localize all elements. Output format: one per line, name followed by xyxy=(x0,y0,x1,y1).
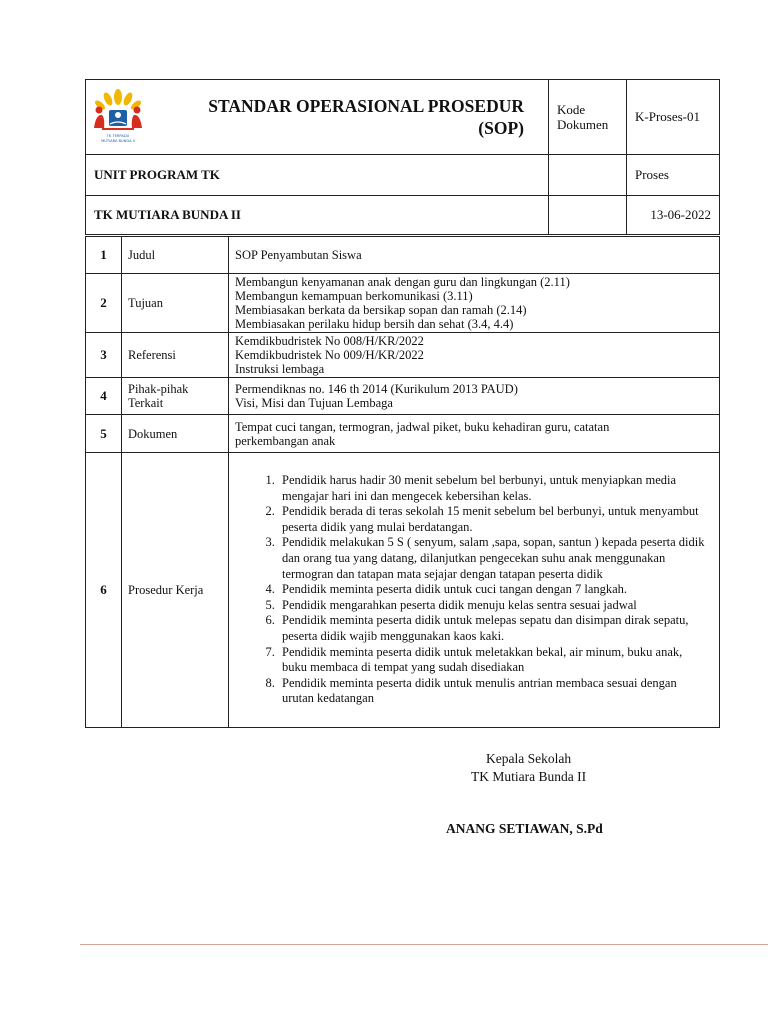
row-value xyxy=(229,333,720,378)
table-row xyxy=(86,415,720,453)
row-label: Judul xyxy=(122,237,229,274)
list-item: 6. Pendidik meminta peserta didik untuk melepas sepatu dan disimpan dirak sepatu, peserta didik wajib menggunakan kaos kaki. xyxy=(278,613,708,644)
value-line: SOP Penyambutan Siswa xyxy=(235,248,362,262)
title-line-2: (SOP) xyxy=(478,118,524,138)
procedure-list xyxy=(230,473,718,707)
row-value xyxy=(229,237,720,274)
document-title xyxy=(94,95,540,139)
logo-text: MUTIARA BUNDA II xyxy=(101,139,135,143)
row-number: 3 xyxy=(86,333,122,378)
unit-program: UNIT PROGRAM TK xyxy=(86,155,549,196)
row-number: 2 xyxy=(86,274,122,333)
value-line: Membangun kemampuan berkomunikasi (3.11) xyxy=(235,289,473,303)
row-number: 4 xyxy=(86,378,122,415)
school-logo-icon xyxy=(90,88,146,144)
row-value xyxy=(229,415,720,453)
value-line: Membangun kenyamanan anak dengan guru dan lingkungan (2.11) xyxy=(235,275,570,289)
row-label: Referensi xyxy=(122,333,229,378)
signature-name: ANANG SETIAWAN, S.Pd xyxy=(446,821,603,836)
row-value xyxy=(229,274,720,333)
table-row xyxy=(86,378,720,415)
list-item: 4. Pendidik meminta peserta didik untuk cuci tangan dengan 7 langkah. xyxy=(278,582,708,598)
sop-content-table xyxy=(85,236,720,728)
title-cell xyxy=(86,80,549,155)
unit-value: Proses xyxy=(627,155,720,196)
value-line: Membiasakan perilaku hidup bersih dan sehat (3.4, 4.4) xyxy=(235,317,514,331)
title-line-1: STANDAR OPERASIONAL PROSEDUR xyxy=(208,96,524,116)
value-line: Membiasakan berkata da bersikap sopan dan ramah (2.14) xyxy=(235,303,527,317)
school-name: TK MUTIARA BUNDA II xyxy=(86,196,549,235)
label-line: Pihak-pihak xyxy=(128,382,189,396)
list-item: 8. Pendidik meminta peserta didik untuk menulis antrian membaca sesuai dengan urutan kedatangan xyxy=(278,676,708,707)
document-date: 13-06-2022 xyxy=(627,196,720,235)
value-line: perkembangan anak xyxy=(235,433,336,448)
row-label: Prosedur Kerja xyxy=(122,453,229,728)
list-item: 1. Pendidik harus hadir 30 menit sebelum bel berbunyi, untuk menyiapkan media mengajar hari ini dan mengecek kebersihan kelas. xyxy=(278,473,708,504)
row-label xyxy=(122,378,229,415)
row-number: 1 xyxy=(86,237,122,274)
value-line: Instruksi lembaga xyxy=(235,362,325,376)
kode-dokumen-label-cell xyxy=(549,80,627,155)
kode-label-2: Dokumen xyxy=(557,117,609,132)
value-line: Tempat cuci tangan, termogran, jadwal piket, buku kehadiran guru, catatan xyxy=(235,419,610,434)
row-value xyxy=(229,378,720,415)
row-value xyxy=(229,453,720,728)
row-number: 6 xyxy=(86,453,122,728)
list-item: 3. Pendidik melakukan 5 S ( senyum, salam ,sapa, sopan, santun ) kepada peserta didik dan orang tua yang datang, dilanjutkan pengecekan suhu anak menggunakan termogran dan tatapan mata sejajar dengan tatapan peserta didik xyxy=(278,535,708,582)
empty-cell xyxy=(549,155,627,196)
svg-text:TK TERPADU: TK TERPADU xyxy=(106,134,130,138)
row-number: 5 xyxy=(86,415,122,453)
footer-divider xyxy=(80,944,768,945)
signature-institution: TK Mutiara Bunda II xyxy=(471,769,587,784)
kode-dokumen-value: K-Proses-01 xyxy=(627,80,720,155)
list-item: 2. Pendidik berada di teras sekolah 15 menit sebelum bel berbunyi, untuk menyambut peserta didik yang mulai berdatangan. xyxy=(278,504,708,535)
list-item: 7. Pendidik meminta peserta didik untuk meletakkan bekal, air minum, buku anak, buku membaca di tempat yang sudah disediakan xyxy=(278,645,708,676)
table-row xyxy=(86,237,720,274)
value-line: Permendiknas no. 146 th 2014 (Kurikulum 2013 PAUD) xyxy=(235,382,518,396)
empty-cell xyxy=(549,196,627,235)
table-row xyxy=(86,453,720,728)
table-row xyxy=(86,274,720,333)
row-label: Tujuan xyxy=(122,274,229,333)
kode-label-1: Kode xyxy=(557,102,586,117)
value-line: Kemdikbudristek No 009/H/KR/2022 xyxy=(235,348,424,362)
value-line: Kemdikbudristek No 008/H/KR/2022 xyxy=(235,334,424,348)
label-line: Terkait xyxy=(128,396,164,410)
header-table xyxy=(85,79,720,235)
list-item: 5. Pendidik mengarahkan peserta didik menuju kelas sentra sesuai jadwal xyxy=(278,598,708,614)
value-line: Visi, Misi dan Tujuan Lembaga xyxy=(235,396,393,410)
row-label: Dokumen xyxy=(122,415,229,453)
table-row xyxy=(86,333,720,378)
signature-role: Kepala Sekolah xyxy=(486,751,572,766)
